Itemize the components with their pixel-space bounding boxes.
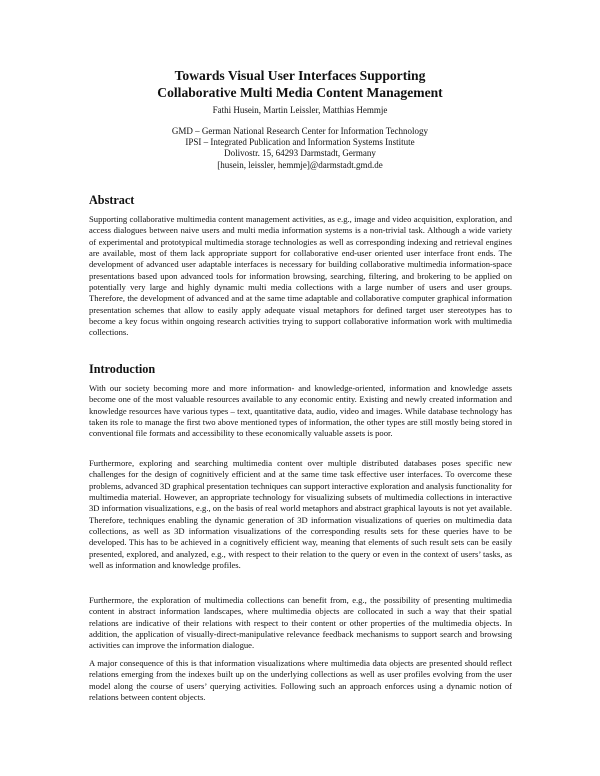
intro-paragraph-4: A major consequence of this is that information visualizations where multimedia data objects are presented should reflect relations emerging from the indexes built up on the underlying collections as well as user profiles evolving from the user model along the course of users’ querying activities. Following such an approach enforces using a dynamic notion of relations between content objects. <box>89 658 512 703</box>
affiliation-line-2: IPSI – Integrated Publication and Information Systems Institute <box>185 137 415 148</box>
affiliation-block <box>0 126 600 171</box>
abstract-paragraph: Supporting collaborative multimedia content management activities, as e.g., image and video acquisition, exploration, and access dialogues between naive users and multi media information systems is a non-trivial task. Although a wide variety of experimental and prototypical multimedia storage technologies as well as corresponding indexing and retrieval engines are available, most of them lack appropriate support for collaborative end-user oriented user interface front ends. The development of advanced user adaptable interfaces is necessary for building collaborative multimedia information-space presentations based upon advanced tools for information browsing, searching, filtering, and brokering to be applied on potentially very large and highly dynamic multi media collections with a large number of users and user groups. Therefore, the development of advanced and at the same time adaptable and collaborative computer graphical information presentation schemes that allow to easily apply adequate visual metaphors for defined target user stereotypes has to become a key focus within ongoing research activities trying to support collaborative information work with multimedia collections. <box>89 214 512 338</box>
paper-title <box>0 67 600 101</box>
affiliation-email: [husein, leissler, hemmje]@darmstadt.gmd.de <box>217 159 383 170</box>
intro-paragraph-2: Furthermore, exploring and searching multimedia content over multiple distributed databases poses specific new challenges for the design of cognitively efficient and at the same time task effective user interfaces. To overcome these problems, advanced 3D graphical presentation techniques can support interactive exploration and analysis functionality for multimedia material. However, an appropriate technology for visualizing subsets of multimedia collections in interactive 3D information visualizations, e.g., on the basis of real world metaphors and abstract graphical layouts is not yet available. Therefore, techniques enabling the dynamic generation of 3D information visualizations of queries on multimedia data collections, as well as 3D information visualizations of the corresponding results sets for these queries have to be developed. This has to be achieved in a cognitively efficient way, meaning that elements of such result sets can be easily presented, explored, and analyzed, e.g., with respect to their relation to the query or even in the context of users’ tasks, as well as information and knowledge profiles. <box>89 458 512 571</box>
affiliation-line-1: GMD – German National Research Center for Information Technology <box>171 126 429 136</box>
affiliation-line-3: Dolivostr. 15, 64293 Darmstadt, Germany <box>224 148 376 159</box>
author-list: Fathi Husein, Martin Leissler, Matthias Hemmje <box>212 105 388 115</box>
intro-paragraph-1: With our society becoming more and more information- and knowledge-oriented, information and knowledge assets become one of the most valuable resources available to any economic entity. Existing and newly created information and knowledge resources have various types – text, quantitative data, audio, video and images. While database technology has taken its role to manage the first two above mentioned types of information, the other types are still mostly being stored in conventional file formats and accessibility to these economically valuable assets is poor. <box>89 383 512 439</box>
abstract-heading: Abstract <box>89 193 135 207</box>
title-line-2: Collaborative Multi Media Content Management <box>157 85 443 100</box>
title-line-1: Towards Visual User Interfaces Supporting <box>174 68 426 83</box>
introduction-heading: Introduction <box>89 362 156 376</box>
intro-paragraph-3: Furthermore, the exploration of multimedia collections can benefit from, e.g., the possibility of presenting multimedia content in abstract information landscapes, where multimedia objects are collocated in such a way that their spatial relations are indicative of their relations with respect to their content or other properties of the multimedia objects. In addition, the application of visually-direct-manipulative relevance feedback mechanisms to support search and browsing activities can improve the information dialogue. <box>89 595 512 651</box>
